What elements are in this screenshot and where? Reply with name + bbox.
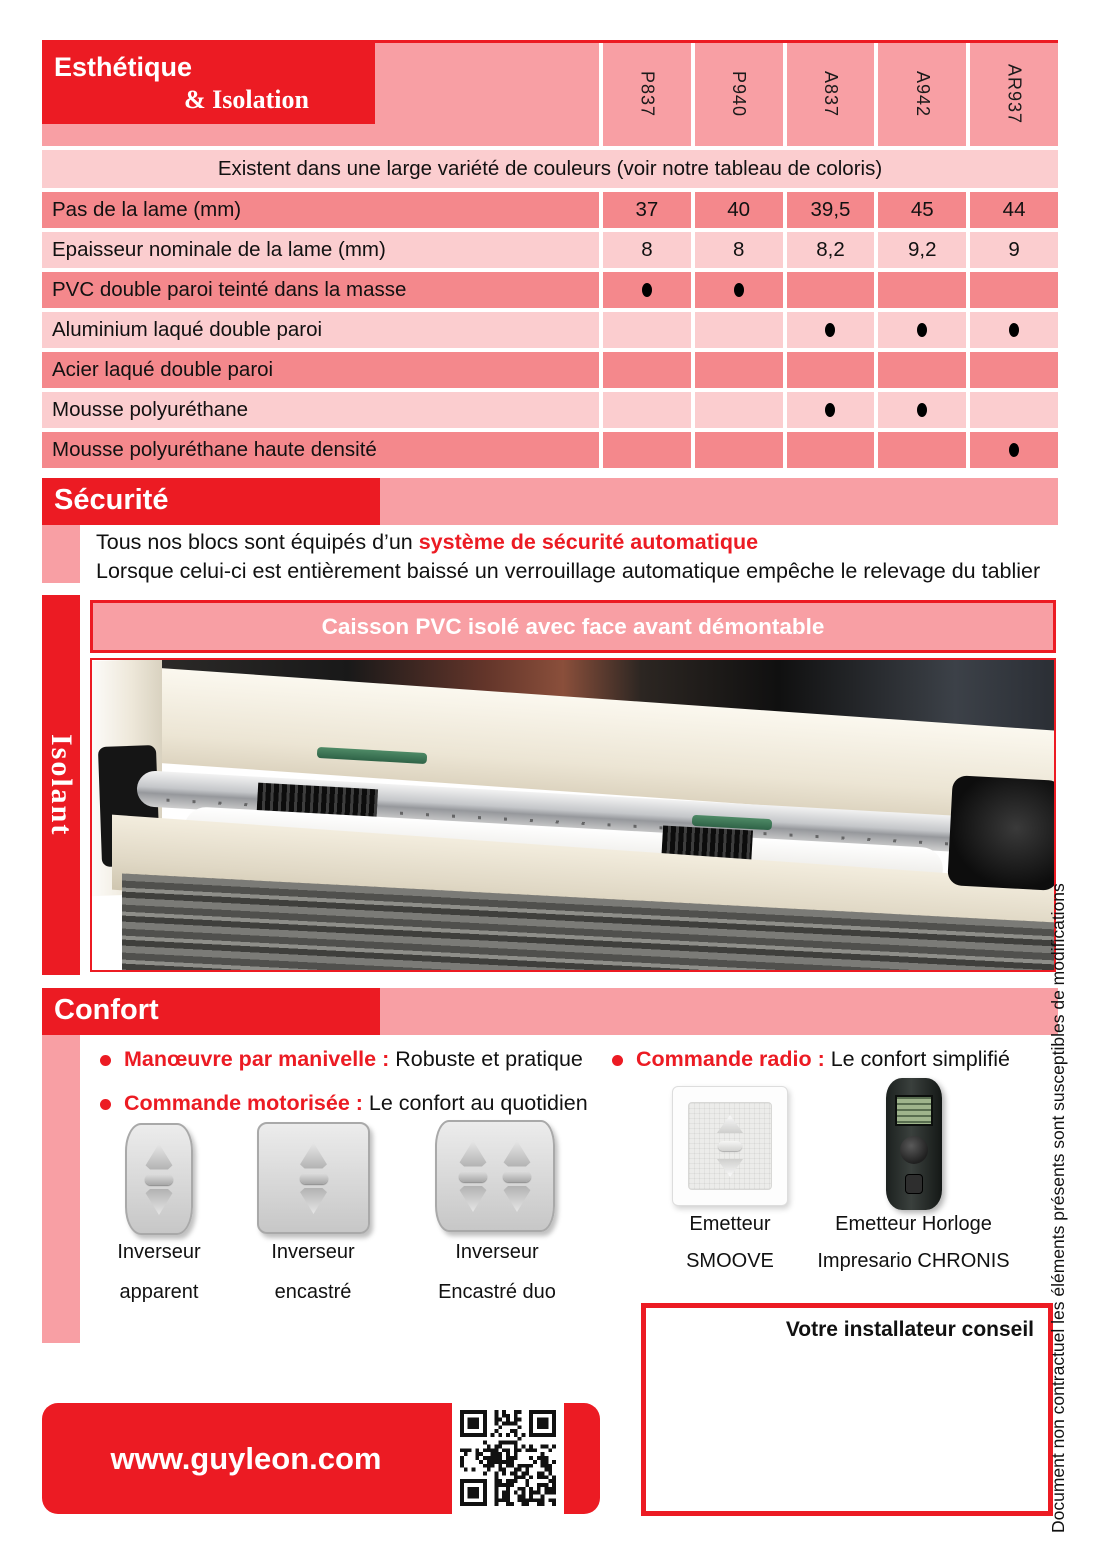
- bullet-dot-icon: [612, 1055, 623, 1066]
- row-label: Aluminium laqué double paroi: [52, 318, 323, 341]
- row-label: Epaisseur nominale de la lame (mm): [52, 238, 386, 261]
- isolant-side-strip: [42, 595, 80, 975]
- securite-accent-stripe: [42, 525, 80, 583]
- table-cell: [691, 312, 783, 348]
- caption-line: Emetteur: [689, 1213, 771, 1235]
- section-title-esthetique-isolation: [42, 43, 375, 124]
- dot-marker-icon: [825, 403, 835, 417]
- table-cell: 45: [874, 192, 966, 228]
- table-cell: [599, 272, 691, 308]
- inverseur-encastre-duo-image: [435, 1120, 555, 1232]
- remote-caption: [791, 1206, 1036, 1280]
- row-label: PVC double paroi teinté dans la masse: [52, 278, 407, 301]
- table-cell: [691, 272, 783, 308]
- table-cell: [599, 312, 691, 348]
- remote-button: [905, 1174, 923, 1194]
- down-arrow-icon: [717, 1159, 743, 1177]
- legal-side-note: Document non contractuel les éléments présents sont susceptibles de modifications: [1048, 883, 1068, 1533]
- caption-line: Encastré duo: [438, 1281, 556, 1303]
- up-arrow-icon: [457, 1141, 489, 1167]
- column-header-label: A942: [912, 71, 933, 118]
- bullet-radio-text: [636, 1047, 1010, 1072]
- caption-line: Inverseur: [271, 1241, 355, 1263]
- securite-section-bar: [42, 478, 1058, 525]
- spec-table-header: [42, 43, 1058, 146]
- smoove-touch-pad: [688, 1102, 772, 1190]
- table-row: [42, 432, 1058, 468]
- inverseur-encastre-image: [257, 1122, 370, 1234]
- dot-marker-icon: [1009, 323, 1019, 337]
- table-cell: [691, 392, 783, 428]
- bullet-manivelle-label: Manœuvre par manivelle :: [124, 1047, 390, 1071]
- bullet-motorisee-label: Commande motorisée :: [124, 1091, 363, 1115]
- table-cell: [783, 312, 875, 348]
- lcd-screen: [895, 1095, 933, 1126]
- title-line-1: Esthétique: [54, 52, 193, 82]
- table-cell: [874, 352, 966, 388]
- up-arrow-icon: [501, 1141, 533, 1167]
- column-header-P940: [691, 43, 783, 146]
- isolant-label: Isolant: [45, 733, 78, 837]
- table-row: [42, 312, 1058, 348]
- rocker-control: [501, 1141, 533, 1212]
- table-cell: [783, 272, 875, 308]
- column-header-P837: [599, 43, 691, 146]
- table-cell: [691, 432, 783, 468]
- table-intro-row: Existent dans une large variété de couleurs (voir notre tableau de coloris): [42, 150, 1058, 188]
- bullet-motorisee-desc: Le confort au quotidien: [362, 1091, 588, 1115]
- website-link: www.guyleon.com: [110, 1440, 382, 1476]
- down-arrow-icon: [143, 1189, 175, 1215]
- row-label: Mousse polyuréthane haute densité: [52, 438, 377, 461]
- table-cell: 37: [599, 192, 691, 228]
- bullet-radio-desc: Le confort simplifié: [824, 1047, 1010, 1071]
- table-cell: 8: [599, 232, 691, 268]
- caption-line: Inverseur: [455, 1241, 539, 1263]
- caisson-photo: [90, 658, 1056, 972]
- table-row: [42, 352, 1058, 388]
- switch-caption: [409, 1232, 585, 1312]
- confort-section-bar: [42, 988, 1058, 1035]
- table-cell: [691, 352, 783, 388]
- table-cell: [599, 392, 691, 428]
- table-cell: 44: [966, 192, 1058, 228]
- bullet-manivelle-desc: Robuste et pratique: [389, 1047, 583, 1071]
- table-cell: 8,2: [783, 232, 875, 268]
- table-cell: [966, 352, 1058, 388]
- bullet-manivelle-text: [124, 1047, 583, 1072]
- table-cell: [874, 312, 966, 348]
- column-header-label: P940: [729, 71, 750, 118]
- securite-line2: Lorsque celui-ci est entièrement baissé un verrouillage automatique empêche le relevage du tablier: [96, 559, 1041, 583]
- up-arrow-icon: [143, 1144, 175, 1170]
- dot-marker-icon: [642, 283, 652, 297]
- table-cell: 39,5: [783, 192, 875, 228]
- bullet-radio-label: Commande radio :: [636, 1047, 825, 1071]
- table-cell: [783, 352, 875, 388]
- table-cell: [966, 272, 1058, 308]
- caption-line: Impresario CHRONIS: [817, 1250, 1010, 1272]
- table-cell: [874, 432, 966, 468]
- table-cell: 9: [966, 232, 1058, 268]
- dot-marker-icon: [734, 283, 744, 297]
- table-cell: [874, 392, 966, 428]
- bullet-motorisee: [100, 1091, 588, 1116]
- table-cell: 9,2: [874, 232, 966, 268]
- caption-line: Inverseur: [117, 1241, 201, 1263]
- spec-table-rows: [42, 192, 1058, 468]
- bullet-dot-icon: [100, 1055, 111, 1066]
- row-label: Acier laqué double paroi: [52, 358, 274, 381]
- caption-line: Emetteur Horloge: [835, 1213, 992, 1235]
- column-headers: [599, 43, 1058, 146]
- navigation-wheel: [900, 1136, 928, 1164]
- up-arrow-icon: [717, 1115, 743, 1133]
- bullet-manivelle: [100, 1047, 583, 1072]
- securite-line1-black: Tous nos blocs sont équipés d’un: [96, 530, 419, 554]
- column-header-A942: [874, 43, 966, 146]
- stop-button: [459, 1171, 487, 1182]
- spec-table: [42, 40, 1058, 468]
- stop-button: [300, 1173, 328, 1184]
- inverseur-apparent-image: [125, 1123, 193, 1235]
- chronis-remote-image: [886, 1078, 942, 1210]
- table-cell: [599, 352, 691, 388]
- down-arrow-icon: [298, 1188, 330, 1214]
- table-row: [42, 272, 1058, 308]
- caption-line: apparent: [119, 1281, 199, 1303]
- securite-text: [96, 528, 1040, 586]
- switch-caption: [79, 1232, 239, 1312]
- column-header-label: P837: [637, 71, 658, 118]
- title-line-2: & Isolation: [184, 85, 309, 114]
- confort-accent-stripe: [42, 1035, 80, 1343]
- dot-marker-icon: [917, 403, 927, 417]
- up-arrow-icon: [298, 1143, 330, 1169]
- table-cell: [599, 432, 691, 468]
- column-header-AR937: [966, 43, 1058, 146]
- caisson-banner: Caisson PVC isolé avec face avant démontable: [90, 600, 1056, 653]
- down-arrow-icon: [457, 1186, 489, 1212]
- table-row: [42, 232, 1058, 268]
- installer-box-title: Votre installateur conseil: [785, 1318, 1034, 1341]
- column-header-label: AR937: [1004, 64, 1025, 125]
- stop-button: [145, 1174, 173, 1185]
- table-cell: [783, 432, 875, 468]
- switch-caption: [233, 1232, 393, 1312]
- stop-button: [503, 1171, 531, 1182]
- bullet-motorisee-text: [124, 1091, 588, 1116]
- column-header-A837: [783, 43, 875, 146]
- table-cell: [966, 432, 1058, 468]
- smoove-remote-image: [672, 1086, 788, 1206]
- caption-line: SMOOVE: [686, 1250, 774, 1272]
- rocker-control: [298, 1143, 330, 1214]
- header-label-area: [42, 43, 599, 146]
- table-cell: [874, 272, 966, 308]
- qr-code: [460, 1410, 556, 1506]
- table-row: [42, 392, 1058, 428]
- row-label: Mousse polyuréthane: [52, 398, 249, 421]
- dot-marker-icon: [917, 323, 927, 337]
- table-cell: [966, 312, 1058, 348]
- row-label: Pas de la lame (mm): [52, 198, 242, 221]
- bullet-dot-icon: [100, 1099, 111, 1110]
- section-title-confort: Confort: [42, 988, 380, 1035]
- my-button: [718, 1141, 742, 1151]
- table-cell: 8: [691, 232, 783, 268]
- dot-marker-icon: [1009, 443, 1019, 457]
- rocker-control: [143, 1144, 175, 1215]
- table-cell: 40: [691, 192, 783, 228]
- installer-box: [641, 1303, 1053, 1516]
- dot-marker-icon: [825, 323, 835, 337]
- bullet-radio: [612, 1047, 1010, 1072]
- section-title-securite: Sécurité: [42, 478, 380, 525]
- table-row: [42, 192, 1058, 228]
- table-cell: [783, 392, 875, 428]
- photo-right-endcap: [947, 775, 1056, 891]
- down-arrow-icon: [501, 1186, 533, 1212]
- caption-line: encastré: [274, 1281, 352, 1303]
- column-header-label: A837: [820, 71, 841, 118]
- securite-line1: [96, 528, 1040, 557]
- rocker-control: [457, 1141, 489, 1212]
- securite-line1-highlight: système de sécurité automatique: [418, 530, 759, 554]
- table-cell: [966, 392, 1058, 428]
- qr-panel: [452, 1399, 564, 1517]
